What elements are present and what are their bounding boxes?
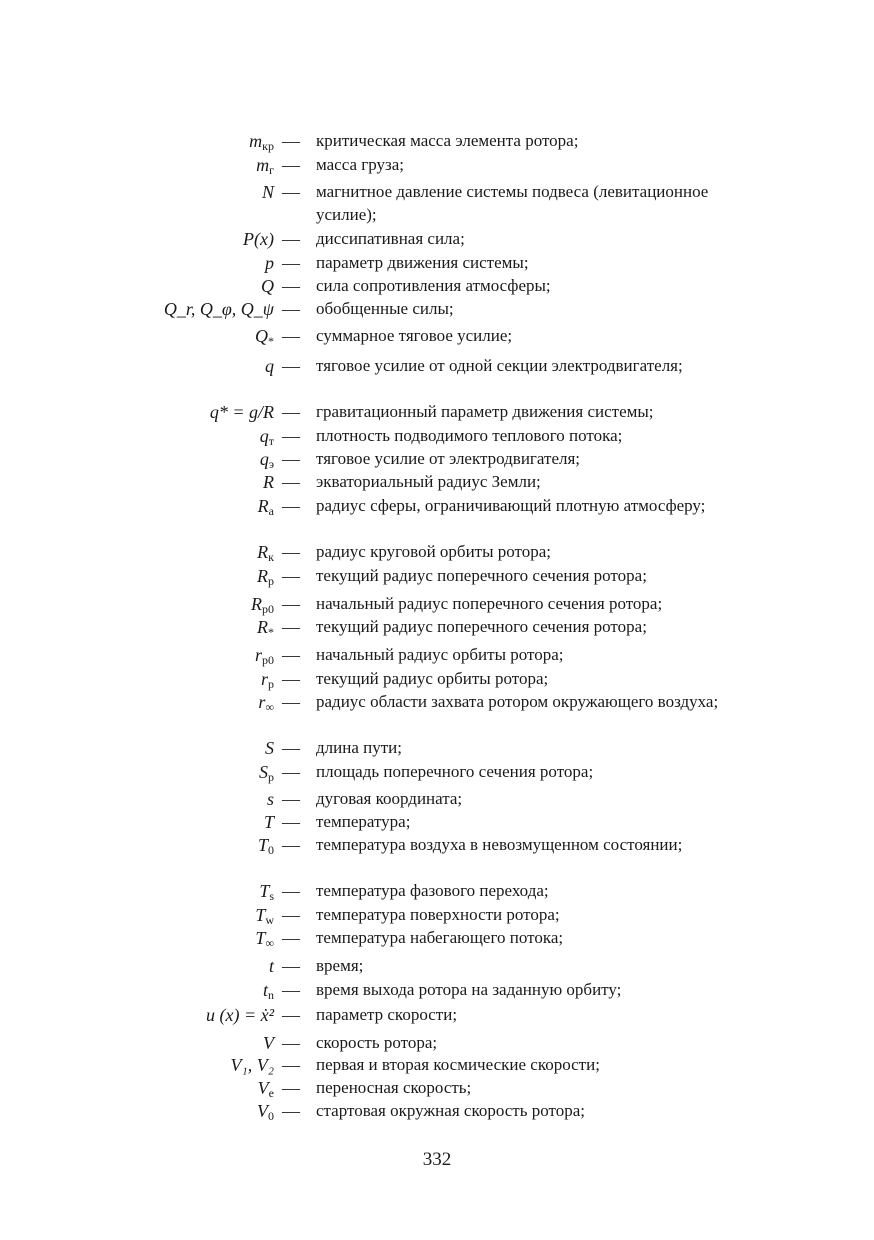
glossary-row (0, 1031, 874, 1055)
dash: — (282, 182, 300, 202)
symbol: u (x) = ẋ² (205, 1005, 274, 1025)
symbol: Q (261, 276, 274, 296)
symbol: $q_э$ (259, 449, 274, 471)
description: температура; (316, 812, 411, 831)
symbol: $V_0$ (257, 1101, 274, 1123)
glossary-row (0, 324, 874, 348)
symbol: p (265, 253, 274, 273)
glossary-row (0, 787, 874, 811)
description: тяговое усилие от электродвигателя; (316, 449, 581, 468)
dash: — (282, 542, 300, 562)
symbol: $T_s$ (259, 881, 274, 903)
description: текущий радиус поперечного сечения ротора; (316, 617, 647, 636)
dash: — (282, 789, 300, 809)
dash: — (282, 426, 300, 446)
glossary-row (0, 760, 874, 784)
description: время выхода ротора на заданную орбиту; (316, 980, 622, 999)
glossary-row (0, 153, 874, 177)
glossary-row (0, 1003, 874, 1027)
description: радиус области захвата ротором окружающего воздуха; (316, 692, 719, 711)
dash: — (282, 356, 300, 376)
description: экваториальный радиус Земли; (316, 472, 541, 491)
description: длина пути; (316, 738, 402, 757)
glossary-row (0, 833, 874, 857)
dash: — (282, 956, 300, 976)
description: суммарное тяговое усилие; (316, 326, 513, 345)
symbol: S (265, 738, 274, 758)
symbol: $m_г$ (256, 155, 274, 177)
dash: — (282, 980, 300, 1000)
symbol: $r_р$ (260, 669, 274, 691)
symbol: $R_{р0}$ (251, 594, 274, 616)
dash: — (282, 131, 300, 151)
glossary-row (0, 667, 874, 691)
glossary-row (0, 424, 874, 448)
dash: — (282, 1101, 300, 1121)
glossary-row (0, 954, 874, 978)
dash: — (282, 645, 300, 665)
symbol: $T_w$ (255, 905, 274, 927)
dash: — (282, 692, 300, 712)
symbol: $T_\infty$ (255, 928, 274, 950)
page-number: 332 (422, 1149, 452, 1170)
symbol: P(x) (243, 229, 274, 249)
glossary-row (0, 879, 874, 903)
description: радиус сферы, ограничивающий плотную атмосферу; (316, 496, 706, 515)
dash: — (282, 812, 300, 832)
description: дуговая координата; (316, 789, 463, 808)
dash: — (282, 881, 300, 901)
glossary-row (0, 810, 874, 834)
glossary-row (0, 1076, 874, 1100)
symbol: $R_к$ (257, 542, 274, 564)
description: текущий радиус орбиты ротора; (316, 669, 549, 688)
dash: — (282, 326, 300, 346)
glossary-row (0, 227, 874, 251)
description: температура воздуха в невозмущенном состоянии; (316, 835, 683, 854)
glossary-row (0, 592, 874, 616)
description: время; (316, 956, 364, 975)
symbol: $r_{р0}$ (254, 645, 274, 667)
symbol: $m_{кр}$ (249, 131, 274, 153)
dash: — (282, 496, 300, 516)
symbol: $R_р$ (257, 566, 274, 588)
symbol: V₁, V₂ (230, 1055, 274, 1075)
glossary-row (0, 470, 874, 494)
glossary-row (0, 736, 874, 760)
glossary-row (0, 297, 874, 321)
glossary-row (0, 447, 874, 471)
glossary-row (0, 540, 874, 564)
glossary-row (0, 1099, 874, 1123)
description: начальный радиус орбиты ротора; (316, 645, 564, 664)
dash: — (282, 276, 300, 296)
glossary-row (0, 274, 874, 298)
description: переносная скорость; (316, 1078, 472, 1097)
symbol: Q_r, Q_φ, Q_ψ (163, 299, 274, 319)
dash: — (282, 835, 300, 855)
dash: — (282, 669, 300, 689)
description: критическая масса элемента ротора; (316, 131, 579, 150)
description: масса груза; (316, 155, 405, 174)
symbol: $R_*$ (257, 617, 274, 639)
glossary-row (0, 1053, 874, 1077)
dash: — (282, 1033, 300, 1053)
symbol: $Q_*$ (255, 326, 274, 348)
description: параметр движения системы; (316, 253, 529, 272)
symbol: $t_n$ (262, 980, 274, 1002)
glossary-row (0, 564, 874, 588)
symbol: $T_0$ (257, 835, 274, 857)
dash: — (282, 1055, 300, 1075)
description: радиус круговой орбиты ротора; (316, 542, 552, 561)
dash: — (282, 738, 300, 758)
glossary-row (0, 129, 874, 153)
dash: — (282, 594, 300, 614)
glossary-row (0, 494, 874, 518)
symbol: $S_р$ (259, 762, 274, 784)
dash: — (282, 472, 300, 492)
description: обобщенные силы; (316, 299, 454, 318)
glossary-row (0, 978, 874, 1002)
description: плотность подводимого теплового потока; (316, 426, 623, 445)
symbol: $V_e$ (257, 1078, 274, 1100)
dash: — (282, 762, 300, 782)
description: скорость ротора; (316, 1033, 438, 1052)
symbol: $r_\infty$ (258, 692, 274, 714)
dash: — (282, 617, 300, 637)
symbol: s (266, 789, 274, 809)
glossary-row (0, 926, 874, 950)
symbol: N (261, 182, 274, 202)
glossary-row (0, 180, 874, 224)
symbol: V (263, 1033, 274, 1053)
description: гравитационный параметр движения системы; (316, 402, 654, 421)
description: площадь поперечного сечения ротора; (316, 762, 594, 781)
dash: — (282, 1005, 300, 1025)
glossary-row (0, 251, 874, 275)
dash: — (282, 229, 300, 249)
dash: — (282, 1078, 300, 1098)
dash: — (282, 566, 300, 586)
symbol: t (268, 956, 274, 976)
glossary-row (0, 643, 874, 667)
dash: — (282, 253, 300, 273)
dash: — (282, 402, 300, 422)
description: текущий радиус поперечного сечения ротора; (316, 566, 647, 585)
symbol: $q_т$ (259, 426, 274, 448)
description: начальный радиус поперечного сечения ротора; (316, 594, 663, 613)
description: температура фазового перехода; (316, 881, 549, 900)
symbol: T (263, 812, 274, 832)
dash: — (282, 928, 300, 948)
symbol: q (265, 356, 274, 376)
dash: — (282, 155, 300, 175)
symbol: q* = g/R (209, 402, 274, 422)
glossary-row (0, 903, 874, 927)
glossary-row (0, 690, 874, 714)
description: температура поверхности ротора; (316, 905, 560, 924)
description: стартовая окружная скорость ротора; (316, 1101, 585, 1120)
glossary-row (0, 354, 874, 378)
glossary-row (0, 400, 874, 424)
symbol: R (263, 472, 274, 492)
dash: — (282, 905, 300, 925)
description: диссипативная сила; (316, 229, 465, 248)
description: температура набегающего потока; (316, 928, 564, 947)
dash: — (282, 449, 300, 469)
description: сила сопротивления атмосферы; (316, 276, 551, 295)
symbol: $R_a$ (257, 496, 274, 518)
glossary-row (0, 615, 874, 639)
description: параметр скорости; (316, 1005, 458, 1024)
description: тяговое усилие от одной секции электродвигателя; (316, 356, 683, 375)
description: магнитное давление системы подвеса (левитационное усилие); (316, 182, 709, 224)
dash: — (282, 299, 300, 319)
description: первая и вторая космические скорости; (316, 1055, 600, 1074)
